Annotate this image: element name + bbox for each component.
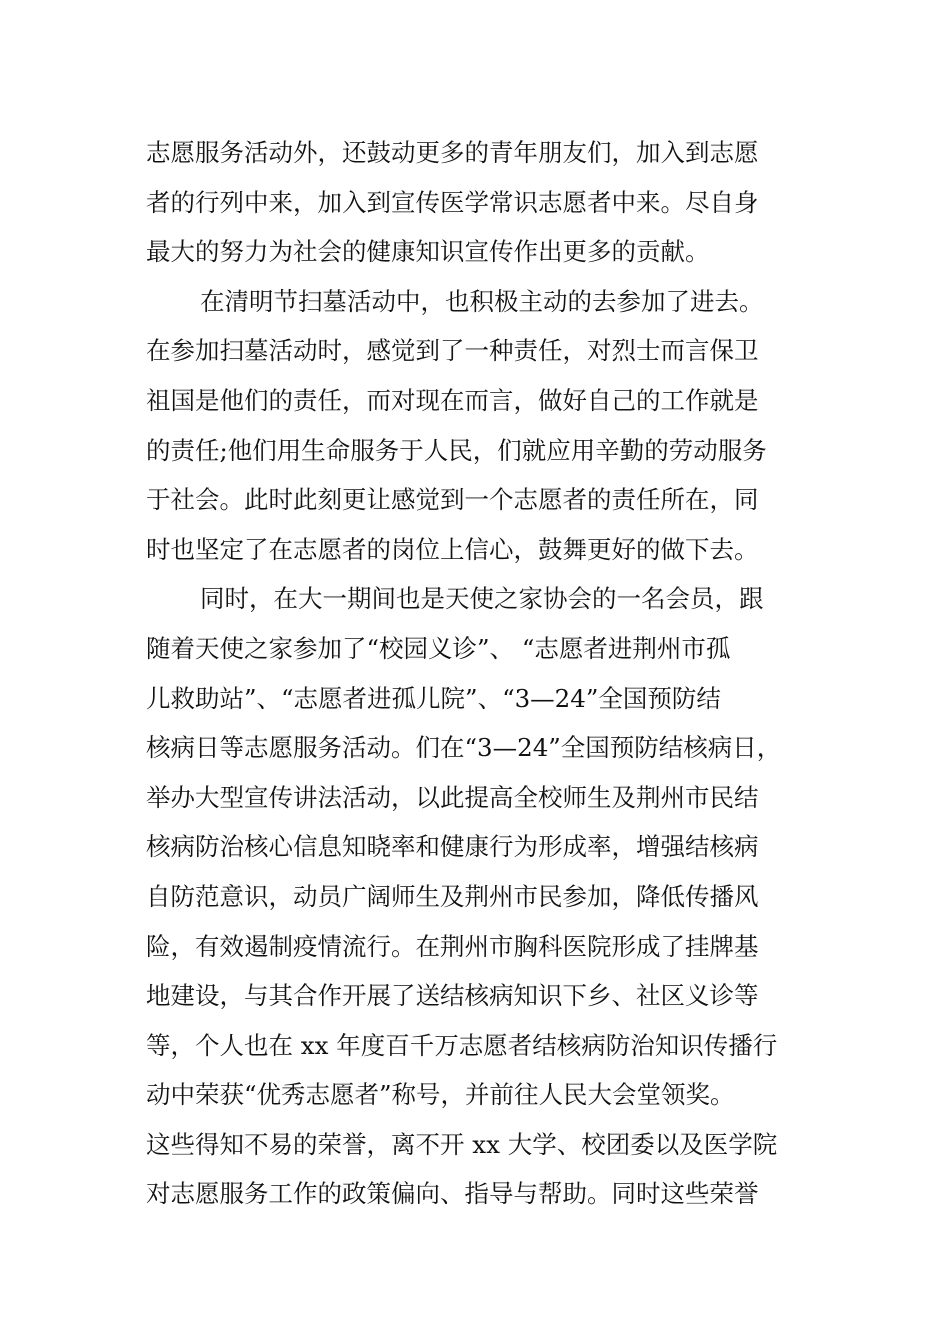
text-line: 志愿服务活动外，还鼓动更多的青年朋友们，加入到志愿	[146, 138, 759, 167]
text-line: 核病防治核心信息知晓率和健康行为形成率，增强结核病	[146, 832, 759, 862]
text-line: 这些得知不易的荣誉，离不开 xx 大学、校团委以及医学院	[146, 1129, 778, 1159]
text-line: 等，个人也在 xx 年度百千万志愿者结核病防治知识传播行	[146, 1030, 778, 1060]
text-line: 险，有效遏制疫情流行。在荆州市胸科医院形成了挂牌基	[146, 931, 759, 961]
text-line: 动中荣获“优秀志愿者”称号，并前往人民大会堂领奖。	[146, 1080, 735, 1110]
text-line: 核病日等志愿服务活动。们在“3—24”全国预防结核病日，	[146, 733, 782, 763]
paragraph-first-line: 同时，在大一期间也是天使之家协会的一名会员，跟	[200, 584, 764, 614]
text-line: 于社会。此时此刻更让感觉到一个志愿者的责任所在，同	[146, 485, 759, 515]
text-line: 地建设，与其合作开展了送结核病知识下乡、社区义诊等	[146, 981, 759, 1011]
text-line: 者的行列中来，加入到宣传医学常识志愿者中来。尽自身	[146, 187, 759, 217]
text-line: 举办大型宣传讲法活动，以此提高全校师生及荆州市民结	[146, 782, 759, 812]
text-line: 在参加扫墓活动时，感觉到了一种责任，对烈士而言保卫	[146, 336, 759, 366]
text-line: 自防范意识，动员广阔师生及荆州市民参加，降低传播风	[146, 881, 759, 911]
text-line: 最大的努力为社会的健康知识宣传作出更多的贡献。	[146, 237, 710, 267]
text-line: 祖国是他们的责任，而对现在而言，做好自己的工作就是	[146, 385, 759, 415]
text-line: 随着天使之家参加了“校园义诊”、 “志愿者进荆州市孤	[146, 633, 731, 663]
paragraph-first-line: 在清明节扫墓活动中，也积极主动的去参加了进去。	[200, 286, 764, 316]
text-line: 的责任;他们用生命服务于人民，们就应用辛勤的劳动服务	[146, 435, 767, 465]
text-line: 时也坚定了在志愿者的岗位上信心，鼓舞更好的做下去。	[146, 534, 759, 564]
body-text	[146, 128, 810, 1219]
text-line: 儿救助站”、“志愿者进孤儿院”、“3—24”全国预防结	[146, 683, 721, 713]
text-line: 对志愿服务工作的政策偏向、指导与帮助。同时这些荣誉	[146, 1179, 759, 1209]
